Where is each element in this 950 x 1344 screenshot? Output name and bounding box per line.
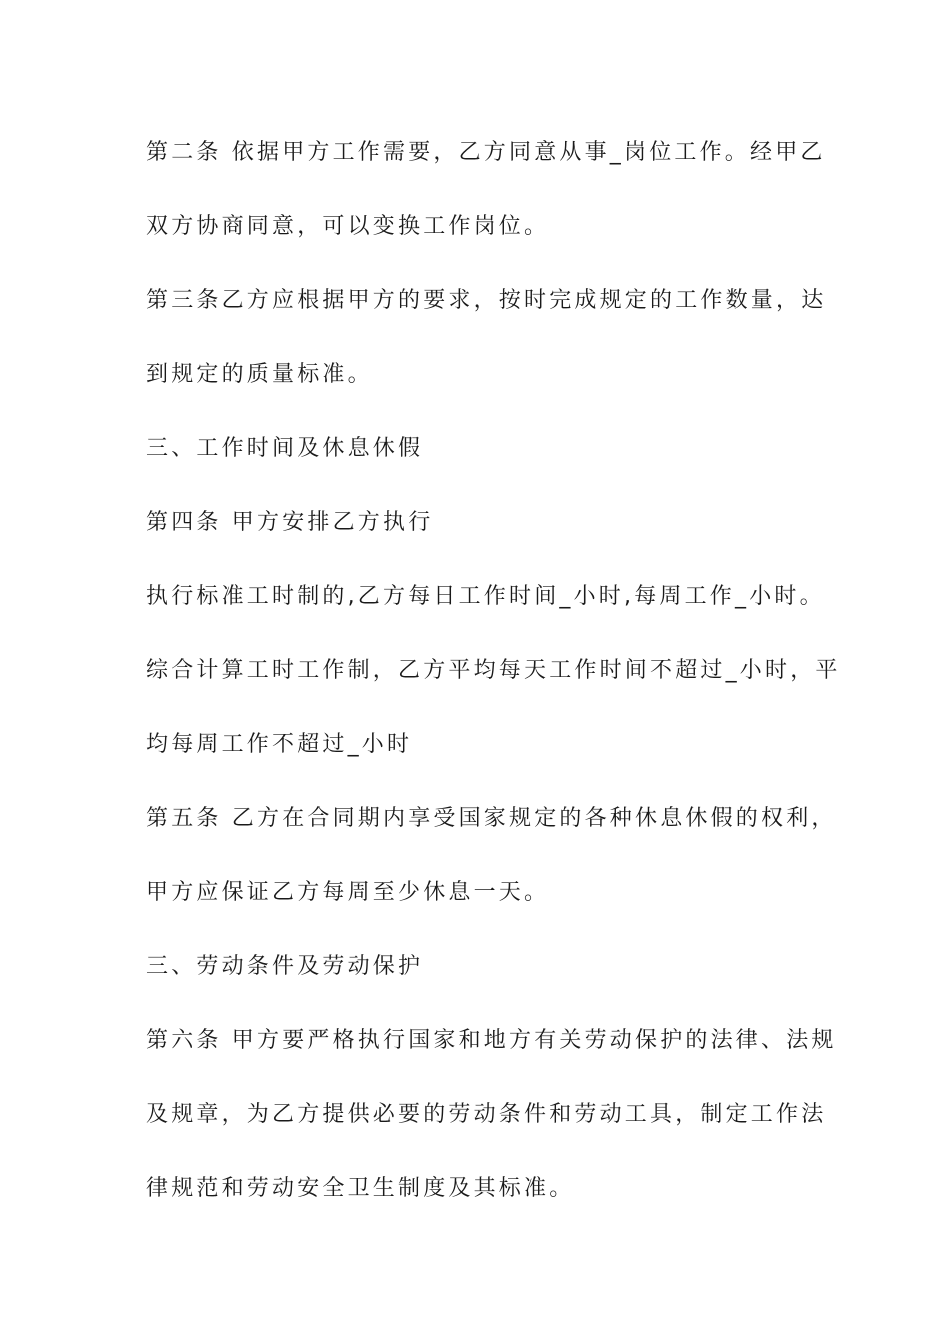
text-line: 均每周工作不超过_小时 <box>146 732 413 757</box>
text-line: 及规章，为乙方提供必要的劳动条件和劳动工具，制定工作法 <box>146 1102 827 1127</box>
text-line: 甲方应保证乙方每周至少休息一天。 <box>146 880 550 905</box>
text-line: 律规范和劳动安全卫生制度及其标准。 <box>146 1176 575 1201</box>
section-heading: 三、劳动条件及劳动保护 <box>146 954 424 979</box>
text-line: 综合计算工时工作制，乙方平均每天工作时间不超过_小时，平 <box>146 658 841 683</box>
section-heading: 三、工作时间及休息休假 <box>146 436 424 461</box>
text-line: 双方协商同意，可以变换工作岗位。 <box>146 214 550 239</box>
document-body <box>146 128 841 1238</box>
text-line: 到规定的质量标准。 <box>146 362 373 387</box>
text-line: 第五条 乙方在合同期内享受国家规定的各种休息休假的权利， <box>146 806 837 831</box>
text-line: 第二条 依据甲方工作需要，乙方同意从事_岗位工作。经甲乙 <box>146 140 826 165</box>
text-line: 第六条 甲方要严格执行国家和地方有关劳动保护的法律、法规 <box>146 1028 837 1053</box>
text-line: 第三条乙方应根据甲方的要求，按时完成规定的工作数量，达 <box>146 288 827 313</box>
text-line: 执行标准工时制的,乙方每日工作时间_小时,每周工作_小时。 <box>146 584 825 609</box>
text-line: 第四条 甲方安排乙方执行 <box>146 510 434 535</box>
